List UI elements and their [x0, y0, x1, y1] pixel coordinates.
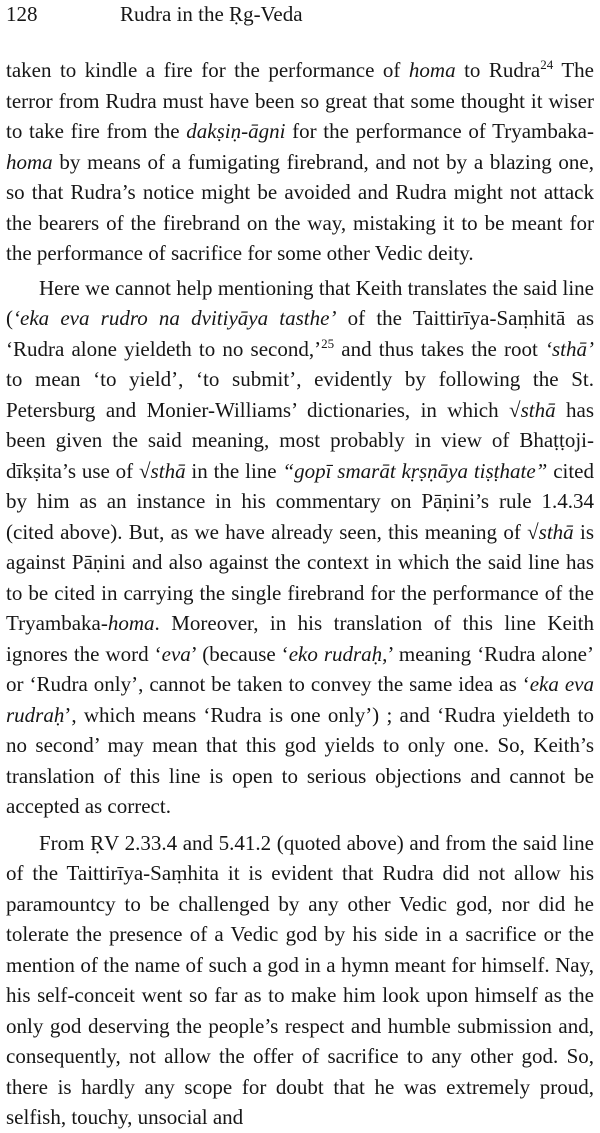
paragraph-rudra-paramountcy	[6, 828, 594, 1133]
text-run: Here we cannot help mentioning that Keith translates the said line (	[6, 275, 594, 330]
italic-root-stha: √sthā	[139, 458, 186, 483]
text-run: . Moreover, in his translation of this line Keith ignores the word ‘	[6, 611, 594, 666]
text-run: in the line	[185, 458, 283, 483]
page-body	[6, 55, 594, 1133]
text-run: ’, which means ‘Rudra is one only’) ; and ‘Rudra yieldeth to no second’ may mean that this god yields to only one. So, Keith’s translation of this line is open to serious objections and cannot be accepted as correct.	[6, 702, 594, 818]
page-header	[6, 0, 594, 30]
italic-quote-sanskrit-line: ‘eka eva rudro na dvitiyāya tasthe’	[13, 306, 337, 330]
text-run: by means of a fumigating firebrand, and not by a blazing one, so that Rudra’s notice might be avoided and Rudra might not attack the bearers of the firebrand on the way, mistaking it to be meant for the performance of sacrifice for some other Vedic deity.	[6, 149, 594, 265]
page-number: 128	[6, 2, 38, 26]
italic-quote-gopi-smarat: “gopī smarāt kṛṣṇāya tiṣṭhate”	[282, 458, 548, 483]
italic-root-stha: √sthā	[509, 397, 556, 422]
footnote-ref-24: 24	[540, 56, 554, 72]
text-run: to Rudra	[455, 58, 541, 82]
text-run: ’ (because ‘	[190, 641, 289, 666]
italic-term-homa: homa	[6, 149, 53, 174]
italic-term-daksin-agni: dakṣiṇ-āgni	[186, 119, 286, 143]
text-run: The terror from Rudra must have been so great that some thought it wiser to take fire from the	[6, 58, 594, 143]
italic-term-eko-rudrah: eko rudraḥ,	[288, 641, 388, 666]
text-run: cited by him as an instance in his commentary on Pāṇini’s rule 1.4.34 (cited above). But, as we have already seen, this meaning of	[6, 458, 594, 544]
text-run: and thus takes the root	[334, 336, 545, 361]
italic-term-stha: ‘sthā’	[545, 336, 594, 361]
italic-root-stha: √sthā	[527, 519, 574, 544]
footnote-ref-25: 25	[321, 335, 335, 351]
running-title: Rudra in the Ṛg-Veda	[120, 2, 303, 26]
paragraph-continuation	[6, 55, 594, 269]
italic-term-eka-eva-rudrah: eka eva rudraḥ	[6, 672, 594, 727]
paragraph-keith-translation	[6, 273, 594, 822]
text-run: is against Pāṇini and also against the context in which the said line has to be cited in carrying the single firebrand for the performance of the Tryambaka-	[6, 519, 594, 635]
italic-term-homa: homa	[107, 611, 155, 635]
text-run: to mean ‘to yield’, ‘to submit’, evidently by following the St. Petersburg and Monier-Williams’ dictionaries, in which	[6, 367, 594, 422]
text-run: taken to kindle a fire for the performance of	[6, 58, 409, 82]
text-run: for the performance of Tryambaka-	[285, 119, 594, 143]
italic-term-eva: eva	[161, 641, 191, 666]
text-run: of the Taittirīya-Saṃhitā as ‘Rudra alone yieldeth to no second,’	[6, 306, 594, 361]
text-run: ’ meaning ‘Rudra alone’ or ‘Rudra only’, cannot be taken to convey the same idea as ‘	[6, 641, 594, 696]
text-run: has been given the said meaning, most probably in view of Bhaṭṭoji-dīkṣita’s use of	[6, 397, 594, 483]
italic-term-homa: homa	[408, 58, 456, 82]
text-run: From ṚV 2.33.4 and 5.41.2 (quoted above) and from the said line of the Taittirīya-Saṃhita it is evident that Rudra did not allow his paramountcy to be challenged by any other Vedic god, nor did he tolerate the presence of a Vedic god by his side in a sacrifice or the mention of the name of such a god in a hymn meant for himself. Nay, his self-conceit went so far as to make him look upon himself as the only god deserving the people’s respect and humble submission and, consequently, not allow the offer of sacrifice to any other god. So, there is hardly any scope for doubt that he was extremely proud, selfish, touchy, unsocial and	[6, 830, 594, 1129]
